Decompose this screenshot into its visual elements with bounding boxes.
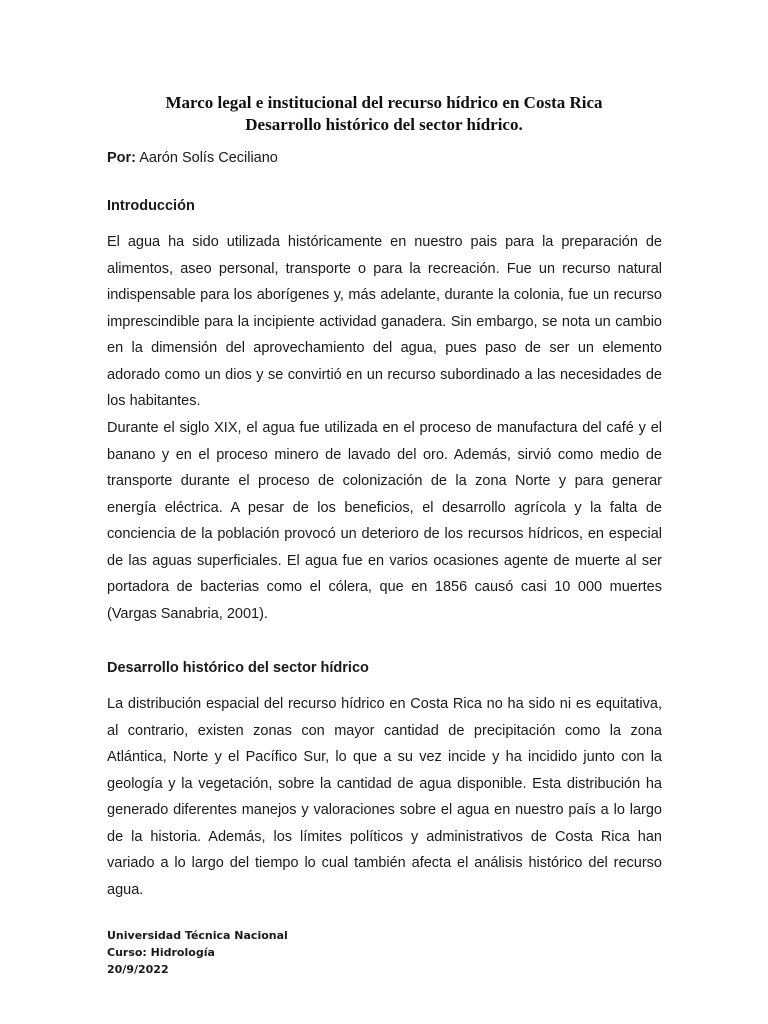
- author-name: Aarón Solís Ceciliano: [139, 150, 278, 166]
- paragraph-intro-2: Durante el siglo XIX, el agua fue utilizada en el proceso de manufactura del café y el banano y en el proceso minero de lavado del oro. Además, sirvió como medio de transporte durante el proceso de colonización de la zona Norte y para generar energía eléctrica. A pesar de los beneficios, el desarrollo agrícola y la falta de conciencia de la población provocó un deterioro de los recursos hídricos, en especial de las aguas superficiales. El agua fue en varios ocasiones agente de muerte al ser portadora de bacterias como el cólera, que en 1856 causó casi 10 000 muertes (Vargas Sanabria, 2001).: [107, 420, 662, 622]
- section-heading-desarrollo: Desarrollo histórico del sector hídrico: [107, 660, 369, 676]
- footer-institution: Universidad Técnica Nacional: [107, 929, 288, 942]
- footer-date: 20/9/2022: [107, 963, 169, 976]
- paragraph-intro-1: El agua ha sido utilizada históricamente en nuestro pais para la preparación de alimentos, aseo personal, transporte o para la recreación. Fue un recurso natural indispensable para los aborígenes y, más adelante, durante la colonia, fue un recurso imprescindible para la incipiente actividad ganadera. Sin embargo, se nota un cambio en la dimensión del aprovechamiento del agua, pues paso de ser un elemento adorado como un dios y se convirtió en un recurso subordinado a las necesidades de los habitantes.: [107, 234, 662, 409]
- paragraph-desarrollo-1: La distribución espacial del recurso hídrico en Costa Rica no ha sido ni es equitativa, al contrario, existen zonas con mayor cantidad de precipitación como la zona Atlántica, Norte y el Pacífico Sur, lo que a su vez incide y ha incidido junto con la geología y la vegetación, sobre la cantidad de agua disponible. Esta distribución ha generado diferentes manejos y valoraciones sobre el agua en nuestro país a lo largo de la historia. Además, los límites políticos y administrativos de Costa Rica han variado a lo largo del tiempo lo cual también afecta el análisis histórico del recurso agua.: [107, 696, 662, 898]
- document-title-line-1: Marco legal e institucional del recurso hídrico en Costa Rica: [165, 93, 603, 112]
- author-label: Por:: [107, 150, 136, 166]
- author-line: [107, 148, 278, 168]
- section-heading-introduccion: Introducción: [107, 198, 195, 214]
- document-title-line-2: Desarrollo histórico del sector hídrico.: [245, 115, 523, 134]
- footer-course: Curso: Hidrología: [107, 946, 215, 959]
